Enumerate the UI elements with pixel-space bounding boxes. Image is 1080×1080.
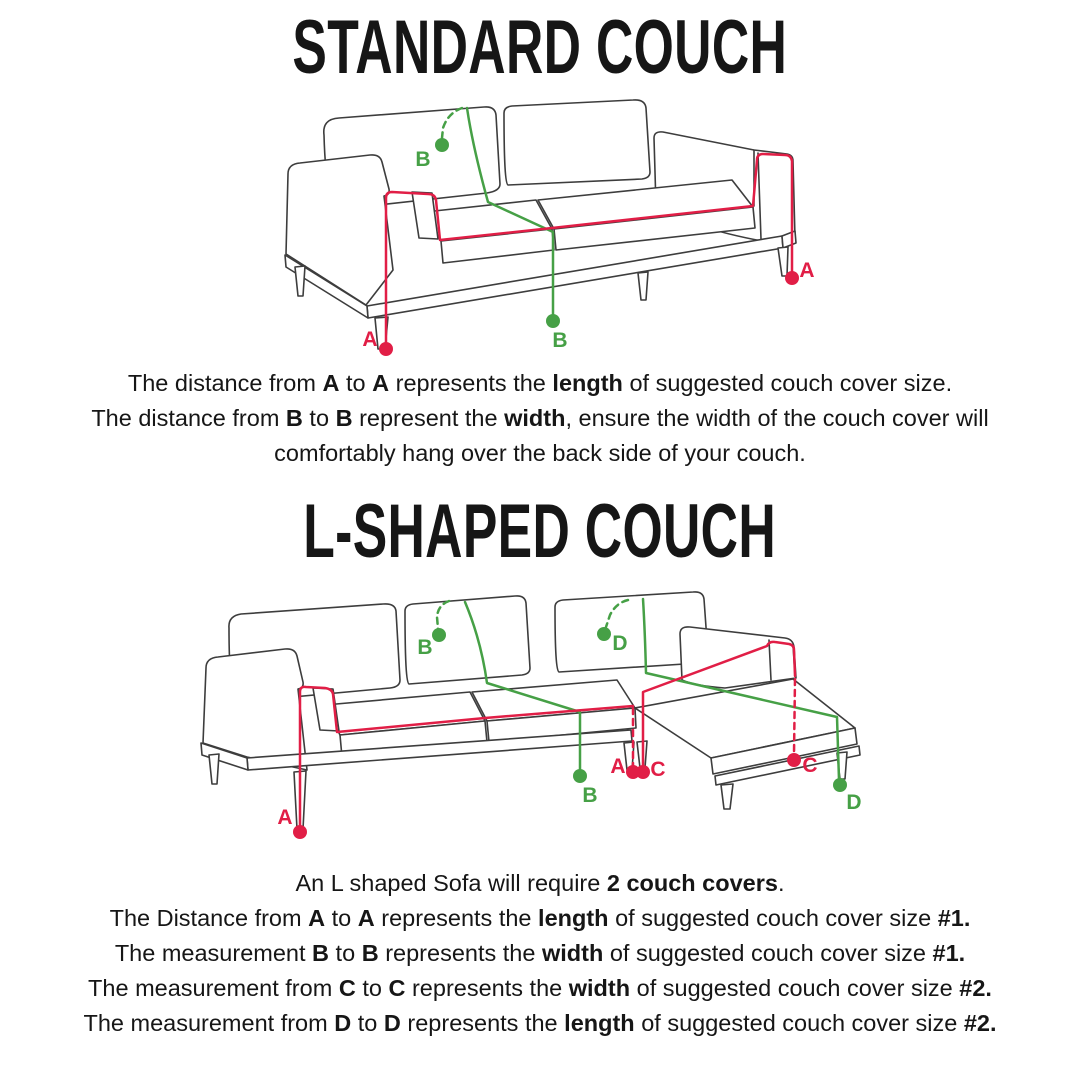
lshaped-couch-diagram (165, 580, 890, 865)
marker-label-a-right: A (799, 259, 815, 282)
text-line: comfortably hang over the back side of your couch. (274, 440, 806, 466)
marker-label-b-bottom: B (582, 784, 598, 807)
text-line: The measurement from D to D represents the length of suggested couch cover size #2. (83, 1010, 997, 1036)
marker-dot-b-bottom (573, 769, 587, 783)
marker-label-b-top: B (417, 636, 433, 659)
leg-back-left (295, 266, 305, 296)
marker-label-b-top: B (415, 148, 431, 171)
ottoman-leg-left (721, 784, 733, 809)
lshaped-couch-title-text: L-SHAPED COUCH (303, 489, 777, 574)
text-line: The measurement B to B represents the width of suggested couch cover size #1. (114, 940, 966, 966)
marker-dot-c-mid (636, 765, 650, 779)
leg-front-right (638, 272, 648, 300)
marker-label-b-bottom: B (552, 329, 568, 352)
back-cushion-right (504, 100, 650, 185)
standard-couch-title-text: STANDARD COUCH (292, 5, 788, 90)
standard-couch-description (0, 366, 1080, 471)
standard-couch-sketch (285, 100, 796, 349)
marker-dot-a-left (293, 825, 307, 839)
text-line: The Distance from A to A represents the length of suggested couch cover size #1. (109, 905, 971, 931)
marker-label-d-top: D (612, 632, 628, 655)
marker-label-d-bottom: D (846, 791, 862, 814)
marker-label-c-right: C (802, 754, 818, 777)
marker-dot-c-right (787, 753, 801, 767)
lshaped-couch-description (0, 866, 1080, 1041)
marker-dot-b-bottom (546, 314, 560, 328)
marker-dot-a-right (785, 271, 799, 285)
marker-label-a-left: A (277, 806, 293, 829)
leg-end-right (778, 247, 788, 276)
marker-dot-a-left (379, 342, 393, 356)
standard-couch-diagram (262, 88, 832, 373)
lshaped-couch-title (0, 489, 1080, 574)
marker-dot-d-bottom (833, 778, 847, 792)
standard-couch-title (0, 5, 1080, 90)
marker-dot-b-top (435, 138, 449, 152)
text-line: An L shaped Sofa will require 2 couch covers. (295, 870, 785, 896)
text-line: The distance from A to A represents the length of suggested couch cover size. (127, 370, 953, 396)
text-line: The measurement from C to C represents the width of suggested couch cover size #2. (88, 975, 992, 1001)
marker-label-a-mid: A (610, 755, 626, 778)
marker-label-c-mid: C (650, 758, 666, 781)
marker-dot-b-top (432, 628, 446, 642)
text-line: The distance from B to B represent the width, ensure the width of the couch cover will (91, 405, 989, 431)
leg-back-left (209, 754, 219, 784)
marker-label-a-left: A (362, 328, 378, 351)
marker-dot-d-top (597, 627, 611, 641)
